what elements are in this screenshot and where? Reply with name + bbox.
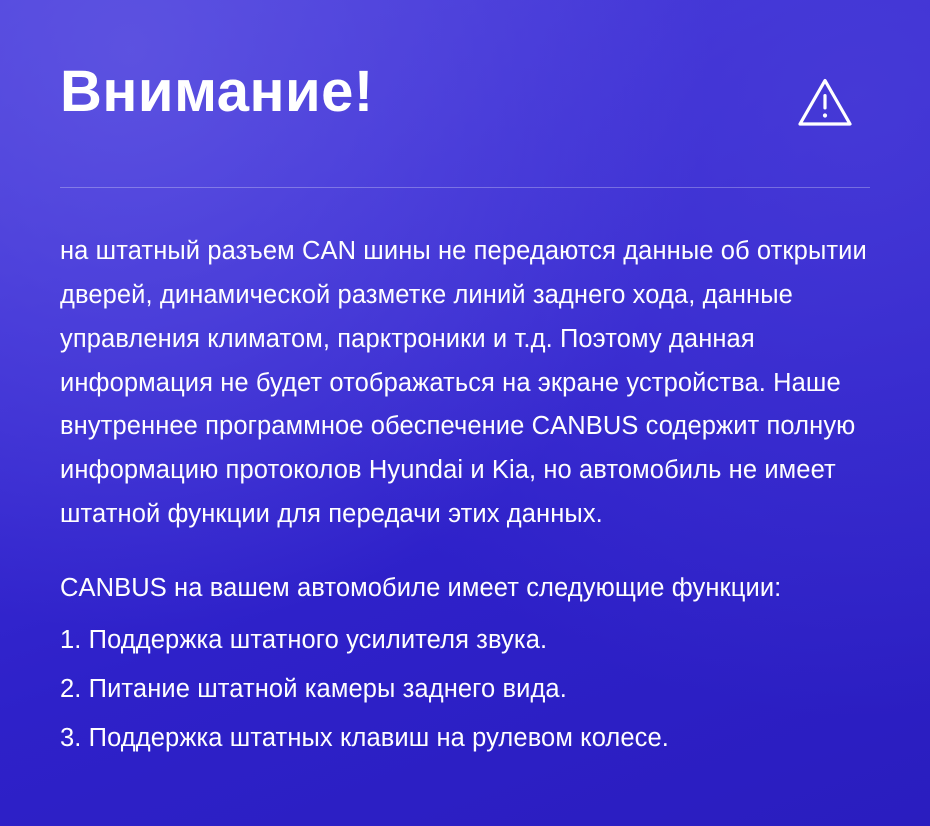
poster-body (60, 230, 870, 760)
poster-header (60, 59, 870, 135)
list-item: 3. Поддержка штатных клавиш на рулевом колесе. (60, 723, 669, 752)
warning-triangle-icon (796, 76, 854, 135)
header-divider (60, 187, 870, 188)
page-title: Внимание! (60, 59, 374, 124)
functions-list (60, 619, 870, 761)
list-item: 1. Поддержка штатного усилителя звука. (60, 625, 548, 654)
functions-list-intro: CANBUS на вашем автомобиле имеет следующие функции: (60, 574, 782, 603)
warning-paragraph: на штатный разъем CAN шины не передаются данные об открытии дверей, динамической разметке линий заднего хода, данные управления климатом, парктроники и т.д. Поэтому данная информация не будет отображаться на экране устройства. Наше внутреннее программное обеспечение CANBUS содержит полную информацию протоколов Hyundai и Kia, но автомобиль не имеет штатной функции для передачи этих данных. (60, 237, 867, 529)
list-item: 2. Питание штатной камеры заднего вида. (60, 674, 567, 703)
